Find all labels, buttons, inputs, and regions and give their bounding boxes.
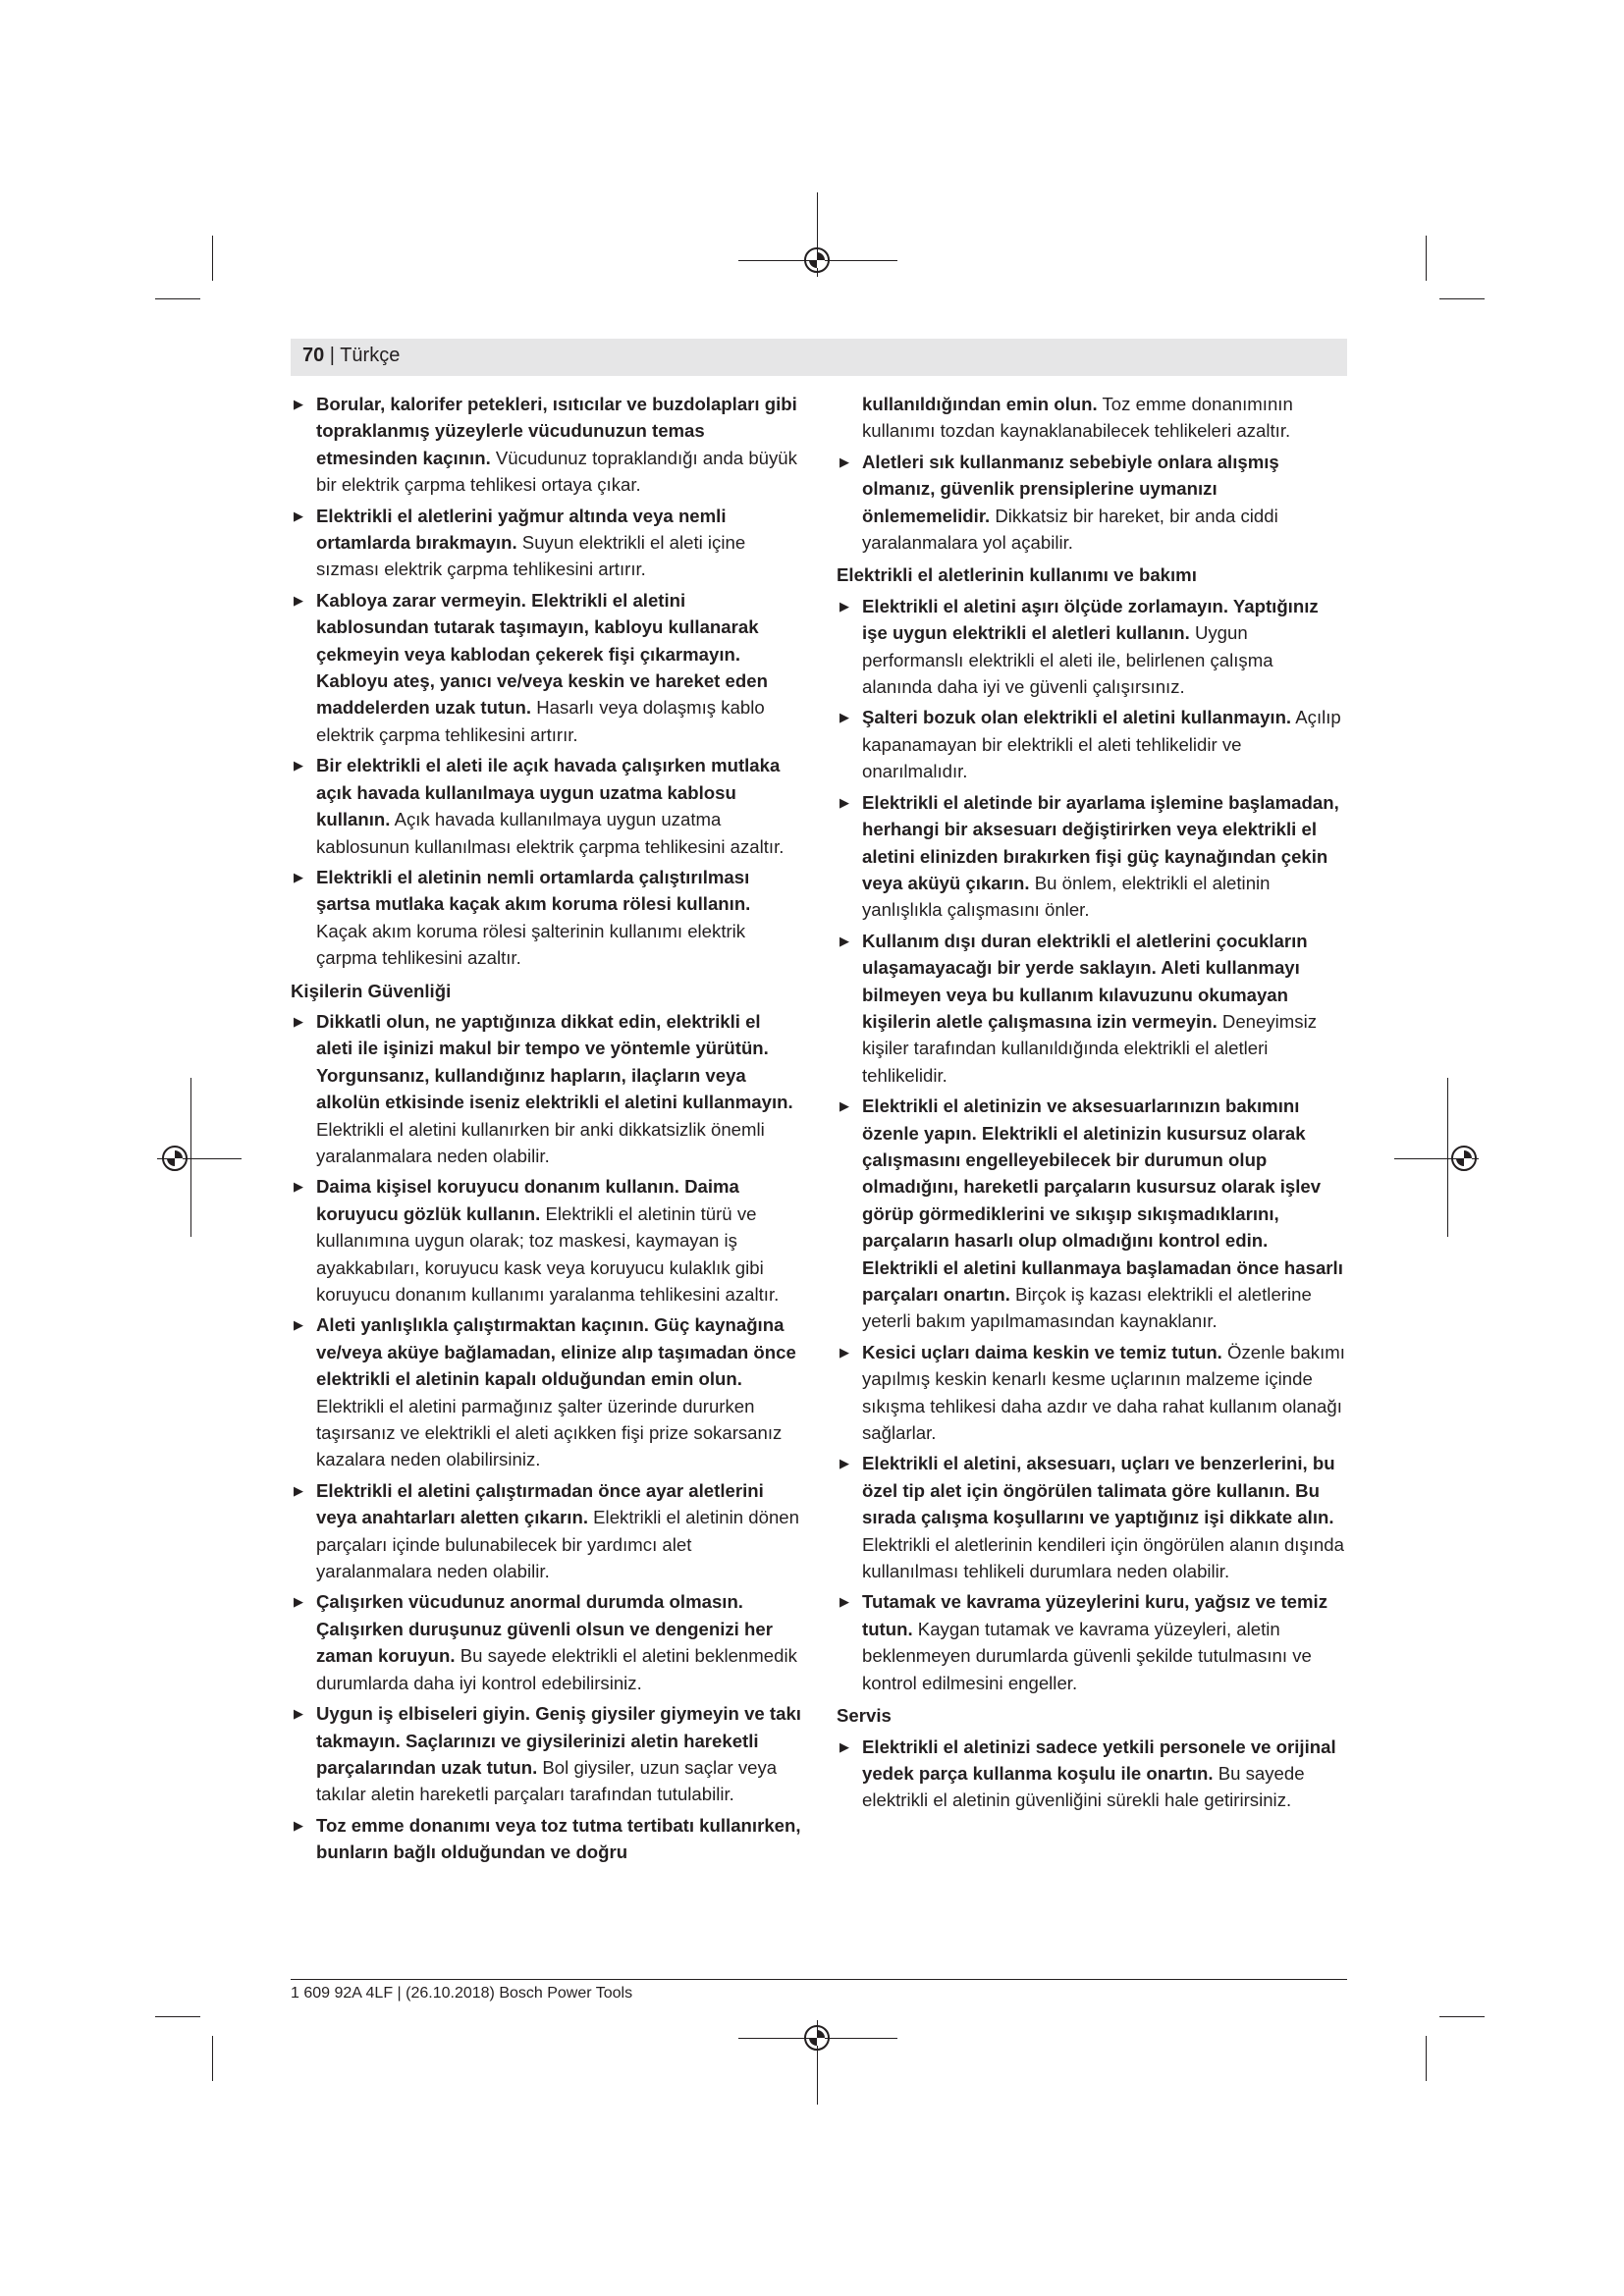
item-bold-text: Elektrikli el aletinin nemli ortamlarda çalıştırılması şartsa mutlaka kaçak akım koruma rölesi kullanın.: [316, 866, 751, 915]
item-normal-text: Kaygan tutamak ve kavrama yüzeyleri, aletin beklenmeyen durumlarda güvenli şekilde tutulmasını ve kontrol edilmesini engeller.: [862, 1618, 1312, 1693]
bullet-triangle-icon: ▶: [839, 598, 849, 614]
bullet-triangle-icon: ▶: [294, 1706, 303, 1722]
registration-mark-right-icon: [1451, 1146, 1477, 1171]
item-normal-text: Açık havada kullanılmaya uygun uzatma kablosunun kullanılması elektrik çarpma tehlikesini azaltır.: [316, 809, 785, 857]
crop-mark-tr-v: [1426, 236, 1427, 281]
list-item: [291, 1008, 801, 1169]
item-bold-text: Borular, kalorifer petekleri, ısıtıcılar ve buzdolapları gibi topraklanmış yüzeylerle vücudunuzun temas etmesinden kaçının.: [316, 394, 797, 468]
item-normal-text: Elektrikli el aletlerinin kendileri için öngörülen alanın dışında kullanılması tehlikeli durumlara neden olabilir.: [862, 1533, 1344, 1582]
list-item: [837, 789, 1347, 924]
bullet-triangle-icon: ▶: [294, 1817, 303, 1833]
list-item: [837, 1588, 1347, 1696]
list-item: [291, 391, 801, 499]
section-heading-personal-safety: Kişilerin Güvenliği: [291, 980, 452, 1001]
left-section-items: [291, 1008, 801, 1866]
item-bold-text: Elektrikli el aletinizin ve aksesuarlarınızın bakımını özenle yapın. Elektrikli el aletinizin kusursuz olarak çalışmasını engelleyebilecek bir durumun olup olmadığını, hareketli parçaların kusursuz olarak işlev görüp görmediklerini ve sıkışıp sıkışmadıklarını, parçaların hasarlı olup olmadığını kontrol edin. Elektrikli el aletini kullanmaya başlamadan önce hasarlı parçaları onartın.: [862, 1095, 1343, 1305]
item-bold-text: Elektrikli el aletini çalıştırmadan önce ayar aletlerini veya anahtarları aletten çıkarın.: [316, 1479, 764, 1528]
crop-mark-br-v: [1426, 2036, 1427, 2081]
bullet-triangle-icon: ▶: [839, 933, 849, 948]
item-bold-text: Elektrikli el aletini aşırı ölçüde zorlamayın. Yaptığınız işe uygun elektrikli el aletleri kullanın.: [862, 595, 1319, 644]
item-bold-text: Aleti yanlışlıkla çalıştırmaktan kaçının. Güç kaynağına ve/veya aküye bağlamadan, elinize alıp taşımadan önce elektrikli el aletinin kapalı olduğundan emin olun.: [316, 1314, 796, 1390]
page-header: [291, 339, 1347, 376]
list-item: [291, 1812, 801, 1866]
registration-right-v: [1447, 1078, 1448, 1237]
crop-mark-bl-h: [155, 2016, 200, 2017]
item-bold-text: Çalışırken vücudunuz anormal durumda olmasın. Çalışırken duruşunuz güvenli olsun ve dengenizi her zaman koruyun.: [316, 1591, 773, 1667]
list-item: [291, 864, 801, 972]
item-normal-text: Hasarlı veya dolaşmış kablo elektrik çarpma tehlikesini artırır.: [316, 697, 765, 745]
page-number-label: [302, 345, 400, 367]
bullet-triangle-icon: ▶: [294, 592, 303, 608]
left-items: [291, 391, 801, 972]
item-bold-text: Dikkatli olun, ne yaptığınıza dikkat edin, elektrikli el aleti ile işinizi makul bir tempo ve yöntemle yürütün. Yorgunsanız, kullandığınız hapların, ilaçların veya alkolün etkisinde iseniz elektrikli el aletini kullanmayın.: [316, 1010, 793, 1113]
registration-mark-left-icon: [162, 1146, 188, 1171]
bullet-triangle-icon: ▶: [839, 794, 849, 810]
continuation-bold: kullanıldığından emin olun.: [862, 394, 1098, 414]
list-item: [837, 1450, 1347, 1584]
bullet-triangle-icon: ▶: [839, 1456, 849, 1471]
crop-mark-br-h: [1439, 2016, 1485, 2017]
right-service-items: [837, 1734, 1347, 1814]
list-item: [837, 449, 1347, 557]
bullet-triangle-icon: ▶: [839, 710, 849, 725]
item-bold-text: Kabloya zarar vermeyin. Elektrikli el aletini kablosundan tutarak taşımayın, kabloyu kullanarak çekmeyin veya kablodan çekerek fişi çıkarmayın. Kabloyu ateş, yanıcı ve/veya keskin ve hareket eden maddelerden uzak tutun.: [316, 589, 768, 719]
bullet-triangle-icon: ▶: [839, 454, 849, 469]
page-number: 70: [302, 345, 325, 366]
bullet-triangle-icon: ▶: [839, 1344, 849, 1360]
item-bold-text: Elektrikli el aletini, aksesuarı, uçları ve benzerlerini, bu özel tip alet için öngörülen talimata göre kullanın. Bu sırada çalışma koşullarını ve yaptığınız işi dikkate alın.: [862, 1453, 1335, 1528]
right-section-items: [837, 593, 1347, 1696]
item-normal-text: Vücudunuz topraklandığı anda büyük bir elektrik çarpma tehlikesi ortaya çıkar.: [316, 447, 797, 496]
bullet-triangle-icon: ▶: [839, 1098, 849, 1114]
crop-mark-tr-h: [1439, 298, 1485, 299]
bullet-triangle-icon: ▶: [294, 1179, 303, 1195]
list-item: [291, 1173, 801, 1308]
continuation-paragraph: [837, 391, 1347, 445]
list-item: [837, 704, 1347, 784]
bullet-triangle-icon: ▶: [839, 1738, 849, 1754]
bullet-triangle-icon: ▶: [294, 1317, 303, 1333]
right-items-top: [837, 449, 1347, 557]
bullet-triangle-icon: ▶: [294, 1482, 303, 1498]
right-column: [837, 391, 1347, 1818]
bullet-triangle-icon: ▶: [294, 758, 303, 774]
item-bold-text: Elektrikli el aletlerini yağmur altında veya nemli ortamlarda bırakmayın.: [316, 505, 727, 554]
item-bold-text: Şalteri bozuk olan elektrikli el aletini kullanmayın.: [862, 707, 1292, 728]
list-item: [837, 593, 1347, 701]
item-normal-text: Elektrikli el aletinin dönen parçaları içinde bulunabilecek bir yardımcı alet yaralanmalara neden olabilir.: [316, 1507, 799, 1582]
item-bold-text: Daima kişisel koruyucu donanım kullanın. Daima koruyucu gözlük kullanın.: [316, 1176, 739, 1224]
item-normal-text: Deneyimsiz kişiler tarafından kullanıldığında elektrikli el aletleri tehlikelidir.: [862, 1010, 1317, 1086]
registration-mark-bottom-icon: [804, 2025, 830, 2051]
item-bold-text: Elektrikli el aletinizi sadece yetkili personele ve orijinal yedek parça kullanma koşulu ile onartın.: [862, 1735, 1336, 1784]
list-item: [291, 587, 801, 748]
left-column: [291, 391, 801, 1870]
bullet-triangle-icon: ▶: [294, 507, 303, 523]
item-normal-text: Elektrikli el aletini parmağınız şalter üzerinde dururken taşırsanız ve elektrikli el aleti açıkken fişi prize sokarsanız kazalara neden olabilirsiniz.: [316, 1395, 783, 1470]
crop-mark-tl-v: [212, 236, 213, 281]
bullet-triangle-icon: ▶: [294, 1013, 303, 1029]
item-bold-text: Bir elektrikli el aleti ile açık havada çalışırken mutlaka açık havada kullanılmaya uygun uzatma kablosu kullanın.: [316, 755, 781, 830]
item-bold-text: Elektrikli el aletinde bir ayarlama işlemine başlamadan, herhangi bir aksesuarı değiştirirken veya elektrikli el aletini elinizden bırakırken fişi güç kaynağından çekin veya aküyü çıkarın.: [862, 791, 1339, 893]
list-item: [837, 1093, 1347, 1335]
crop-mark-tl-h: [155, 298, 200, 299]
list-item: [837, 1339, 1347, 1447]
list-item: [837, 1734, 1347, 1814]
continuation-normal: Toz emme donanımının kullanımı tozdan kaynaklanabilecek tehlikeleri azaltır.: [862, 394, 1293, 442]
list-item: [837, 928, 1347, 1089]
item-normal-text: Kaçak akım koruma rölesi şalterinin kullanımı elektrik çarpma tehlikesini azaltır.: [316, 920, 746, 969]
item-normal-text: Bu sayede elektrikli el aletinin güvenliğini sürekli hale getirirsiniz.: [862, 1762, 1305, 1811]
section-heading-tool-use: Elektrikli el aletlerinin kullanımı ve bakımı: [837, 564, 1197, 586]
registration-left-v: [190, 1078, 191, 1237]
bullet-triangle-icon: ▶: [294, 869, 303, 884]
item-normal-text: Özenle bakımı yapılmış keskin kenarlı kesme uçlarının malzeme içinde sıkışma tehlikesi daha azdır ve daha rahat kullanım olanağı sağlarlar.: [862, 1341, 1345, 1444]
item-normal-text: Bol giysiler, uzun saçlar veya takılar aletin hareketli parçaları tarafından tutulabilir.: [316, 1756, 778, 1805]
list-item: [291, 1477, 801, 1585]
list-item: [291, 1700, 801, 1808]
list-item: [291, 1588, 801, 1696]
item-bold-text: Kesici uçları daima keskin ve temiz tutun.: [862, 1341, 1222, 1362]
item-bold-text: Uygun iş elbiseleri giyin. Geniş giysiler giymeyin ve takı takmayın. Saçlarınızı ve giysilerinizi aletin hareketli parçalarından uzak tutun.: [316, 1703, 801, 1778]
item-normal-text: Suyun elektrikli el aleti içine sızması elektrik çarpma tehlikesini artırır.: [316, 532, 746, 580]
bullet-triangle-icon: ▶: [294, 397, 303, 411]
section-heading-service: Servis: [837, 1705, 892, 1727]
bullet-triangle-icon: ▶: [839, 1594, 849, 1610]
bullet-triangle-icon: ▶: [294, 1594, 303, 1610]
item-bold-text: Tutamak ve kavrama yüzeylerini kuru, yağsız ve temiz tutun.: [862, 1591, 1328, 1639]
header-language: Türkçe: [340, 345, 401, 366]
page-footer: 1 609 92A 4LF | (26.10.2018) Bosch Power Tools: [291, 1985, 633, 2002]
item-normal-text: Bu sayede elektrikli el aletini beklenmedik durumlarda daha iyi kontrol edebilirsiniz.: [316, 1645, 797, 1693]
item-normal-text: Birçok iş kazası elektrikli el aletlerine yeterli bakım yapılmamasından kaynaklanır.: [862, 1284, 1312, 1332]
crop-mark-bl-v: [212, 2036, 213, 2081]
item-bold-text: Aletleri sık kullanmanız sebebiyle onlara alışmış olmanız, güvenlik prensiplerine uymanızı önlememelidir.: [862, 451, 1279, 526]
item-normal-text: Elektrikli el aletini kullanırken bir anki dikkatsizlik önemli yaralanmalara neden olabilir.: [316, 1118, 765, 1166]
item-normal-text: Açılıp kapanamayan bir elektrikli el aleti tehlikelidir ve onarılmalıdır.: [862, 707, 1341, 782]
header-separator: |: [324, 345, 341, 366]
item-normal-text: Bu önlem, elektrikli el aletinin yanlışlıkla çalışmasını önler.: [862, 872, 1271, 921]
list-item: [291, 1311, 801, 1472]
item-bold-text: Toz emme donanımı veya toz tutma tertibatı kullanırken, bunların bağlı olduğundan ve doğru: [316, 1814, 801, 1863]
footer-rule: [291, 1979, 1347, 1980]
item-normal-text: Dikkatsiz bir hareket, bir anda ciddi yaralanmalara yol açabilir.: [862, 505, 1278, 554]
list-item: [291, 752, 801, 860]
item-normal-text: Uygun performanslı elektrikli el aleti ile, belirlenen çalışma alanında daha iyi ve güvenli çalışırsınız.: [862, 622, 1273, 698]
item-bold-text: Kullanım dışı duran elektrikli el aletlerini çocukların ulaşamayacağı bir yerde saklayın. Aleti kullanmayı bilmeyen veya bu kullanım kılavuzunu okumayan kişilerin aletle çalışmasına izin vermeyin.: [862, 930, 1308, 1032]
item-normal-text: Elektrikli el aletinin türü ve kullanımına uygun olarak; toz maskesi, kaymayan iş ayakkabıları, koruyucu kask veya koruyucu kulaklık gibi koruyucu donanım kullanımı yaralanma tehlikesini azaltır.: [316, 1202, 780, 1305]
registration-mark-top-icon: [804, 247, 830, 273]
list-item: [291, 503, 801, 583]
